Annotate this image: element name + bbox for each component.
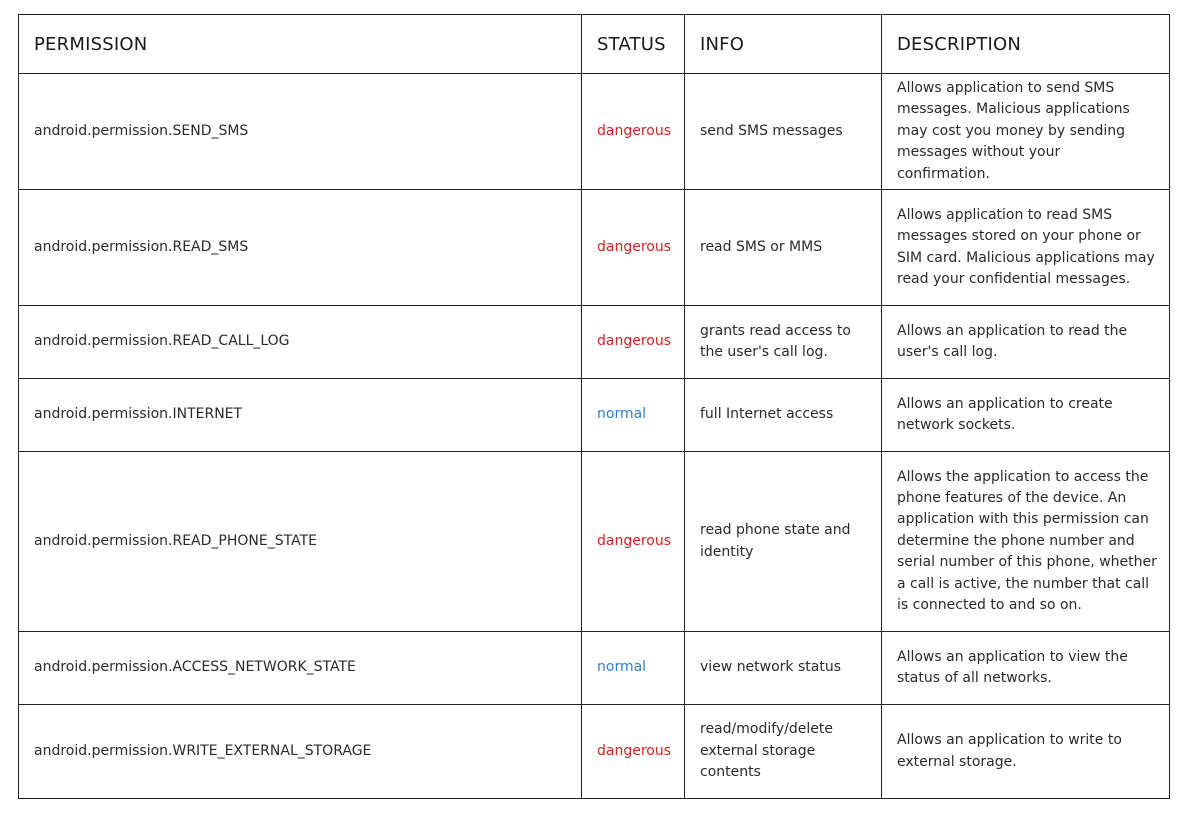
- status-cell: dangerous: [582, 306, 685, 379]
- status-cell: normal: [582, 632, 685, 705]
- permission-cell: android.permission.READ_SMS: [19, 190, 582, 306]
- column-header-status: STATUS: [582, 15, 685, 74]
- column-header-description: DESCRIPTION: [882, 15, 1170, 74]
- info-cell: view network status: [685, 632, 882, 705]
- description-cell: Allows an application to read the user's call log.: [882, 306, 1170, 379]
- status-cell: dangerous: [582, 452, 685, 632]
- info-cell: read phone state and identity: [685, 452, 882, 632]
- description-cell: Allows an application to create network sockets.: [882, 379, 1170, 452]
- status-cell: dangerous: [582, 74, 685, 190]
- info-cell: read/modify/delete external storage contents: [685, 705, 882, 799]
- description-cell: Allows application to send SMS messages. Malicious applications may cost you money by sending messages without your confirmation.: [882, 74, 1170, 190]
- table-row: [19, 705, 1170, 799]
- table-row: [19, 632, 1170, 705]
- status-cell: normal: [582, 379, 685, 452]
- table-row: [19, 306, 1170, 379]
- info-cell: grants read access to the user's call log.: [685, 306, 882, 379]
- permission-cell: android.permission.READ_PHONE_STATE: [19, 452, 582, 632]
- info-cell: full Internet access: [685, 379, 882, 452]
- permission-cell: android.permission.READ_CALL_LOG: [19, 306, 582, 379]
- permissions-table: [18, 14, 1170, 799]
- table-row: [19, 74, 1170, 190]
- column-header-permission: PERMISSION: [19, 15, 582, 74]
- description-cell: Allows application to read SMS messages stored on your phone or SIM card. Malicious applications may read your confidential messages.: [882, 190, 1170, 306]
- permission-cell: android.permission.ACCESS_NETWORK_STATE: [19, 632, 582, 705]
- column-header-info: INFO: [685, 15, 882, 74]
- permission-cell: android.permission.SEND_SMS: [19, 74, 582, 190]
- table-row: [19, 452, 1170, 632]
- permission-cell: android.permission.INTERNET: [19, 379, 582, 452]
- info-cell: read SMS or MMS: [685, 190, 882, 306]
- status-cell: dangerous: [582, 190, 685, 306]
- description-cell: Allows an application to view the status of all networks.: [882, 632, 1170, 705]
- table-header-row: [19, 15, 1170, 74]
- permissions-table-container: [18, 14, 1169, 799]
- table-row: [19, 190, 1170, 306]
- description-cell: Allows an application to write to external storage.: [882, 705, 1170, 799]
- table-row: [19, 379, 1170, 452]
- status-cell: dangerous: [582, 705, 685, 799]
- description-cell: Allows the application to access the phone features of the device. An application with this permission can determine the phone number and serial number of this phone, whether a call is active, the number that call is connected to and so on.: [882, 452, 1170, 632]
- permission-cell: android.permission.WRITE_EXTERNAL_STORAGE: [19, 705, 582, 799]
- info-cell: send SMS messages: [685, 74, 882, 190]
